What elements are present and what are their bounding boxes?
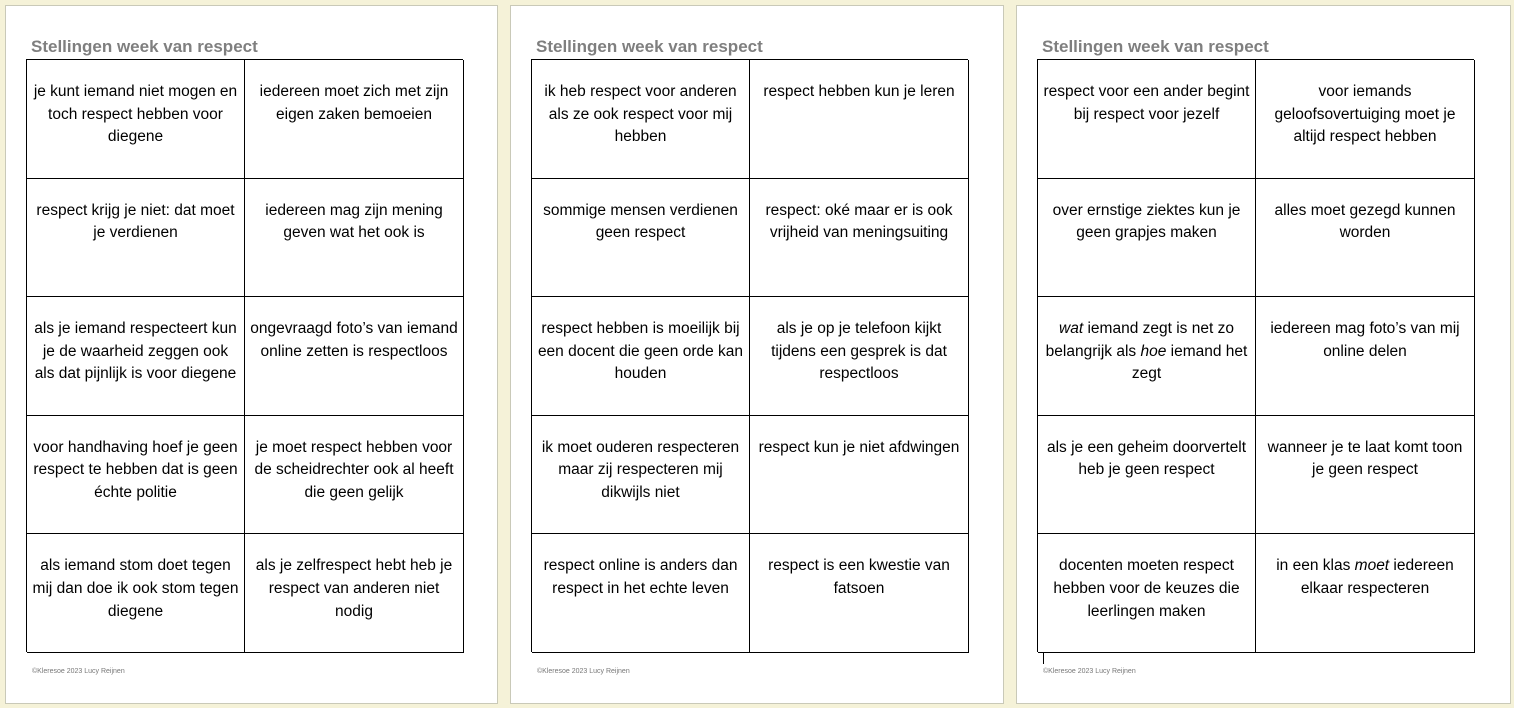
- copyright-footer: ©Kleresoe 2023 Lucy Reijnen: [1043, 668, 1136, 675]
- statement-card: respect hebben is moeilijk bij een docent die geen orde kan houden: [532, 297, 750, 416]
- copyright-footer: ©Kleresoe 2023 Lucy Reijnen: [537, 668, 630, 675]
- statement-card: [1256, 534, 1475, 653]
- statement-card: als je een geheim doorvertelt heb je geen respect: [1038, 416, 1256, 535]
- statement-card: respect is een kwestie van fatsoen: [750, 534, 969, 653]
- page-title: Stellingen week van respect: [31, 37, 258, 56]
- statement-card: als je zelfrespect hebt heb je respect van anderen niet nodig: [245, 534, 464, 653]
- emphasized-text: moet: [1354, 557, 1390, 575]
- statement-text: iemand het zegt: [1131, 342, 1248, 383]
- statement-card: respect hebben kun je leren: [750, 60, 969, 179]
- statement-card: respect kun je niet afdwingen: [750, 416, 969, 535]
- statement-text: iedereen elkaar respecteren: [1300, 557, 1454, 597]
- statement-card: voor handhaving hoef je geen respect te hebben dat is geen échte politie: [27, 416, 245, 535]
- statement-grid: [26, 59, 463, 652]
- statement-card: ongevraagd foto’s van iemand online zetten is respectloos: [245, 297, 464, 416]
- statement-card: [1038, 297, 1256, 416]
- statement-card: over ernstige ziektes kun je geen grapjes maken: [1038, 179, 1256, 298]
- statement-card: respect online is anders dan respect in het echte leven: [532, 534, 750, 653]
- page-title: Stellingen week van respect: [1042, 37, 1269, 56]
- statement-card: iedereen moet zich met zijn eigen zaken bemoeien: [245, 60, 464, 179]
- statement-grid: [531, 59, 968, 652]
- statement-card: iedereen mag foto’s van mij online delen: [1256, 297, 1475, 416]
- statement-grid: [1037, 59, 1474, 652]
- statement-card: als je op je telefoon kijkt tijdens een gesprek is dat respectloos: [750, 297, 969, 416]
- statement-card: alles moet gezegd kunnen worden: [1256, 179, 1475, 298]
- statement-card: iedereen mag zijn mening geven wat het ook is: [245, 179, 464, 298]
- statement-text: iemand zegt is net zo belangrijk als: [1045, 320, 1234, 360]
- statement-card: ik heb respect voor anderen als ze ook respect voor mij hebben: [532, 60, 750, 179]
- text-cursor: [1043, 652, 1044, 664]
- statement-card: je kunt iemand niet mogen en toch respect hebben voor diegene: [27, 60, 245, 179]
- statement-card: respect voor een ander begint bij respect voor jezelf: [1038, 60, 1256, 179]
- statement-card: je moet respect hebben voor de scheidrechter ook al heeft die geen gelijk: [245, 416, 464, 535]
- statement-card: ik moet ouderen respecteren maar zij respecteren mij dikwijls niet: [532, 416, 750, 535]
- copyright-footer: ©Kleresoe 2023 Lucy Reijnen: [32, 668, 125, 675]
- page-title: Stellingen week van respect: [536, 37, 763, 56]
- statement-card: als je iemand respecteert kun je de waarheid zeggen ook als dat pijnlijk is voor diegene: [27, 297, 245, 416]
- statement-card: respect krijg je niet: dat moet je verdienen: [27, 179, 245, 298]
- statement-text: in een klas: [1276, 557, 1355, 575]
- statement-card: respect: oké maar er is ook vrijheid van meningsuiting: [750, 179, 969, 298]
- statement-card: wanneer je te laat komt toon je geen respect: [1256, 416, 1475, 535]
- statement-card: voor iemands geloofsovertuiging moet je altijd respect hebben: [1256, 60, 1475, 179]
- emphasized-text: wat: [1059, 320, 1084, 338]
- emphasized-text: hoe: [1140, 342, 1167, 360]
- statement-card: sommige mensen verdienen geen respect: [532, 179, 750, 298]
- statement-page-3: [1016, 5, 1511, 704]
- statement-card: als iemand stom doet tegen mij dan doe ik ook stom tegen diegene: [27, 534, 245, 653]
- statement-card: docenten moeten respect hebben voor de keuzes die leerlingen maken: [1038, 534, 1256, 653]
- statement-page-1: [5, 5, 498, 704]
- statement-page-2: [510, 5, 1004, 704]
